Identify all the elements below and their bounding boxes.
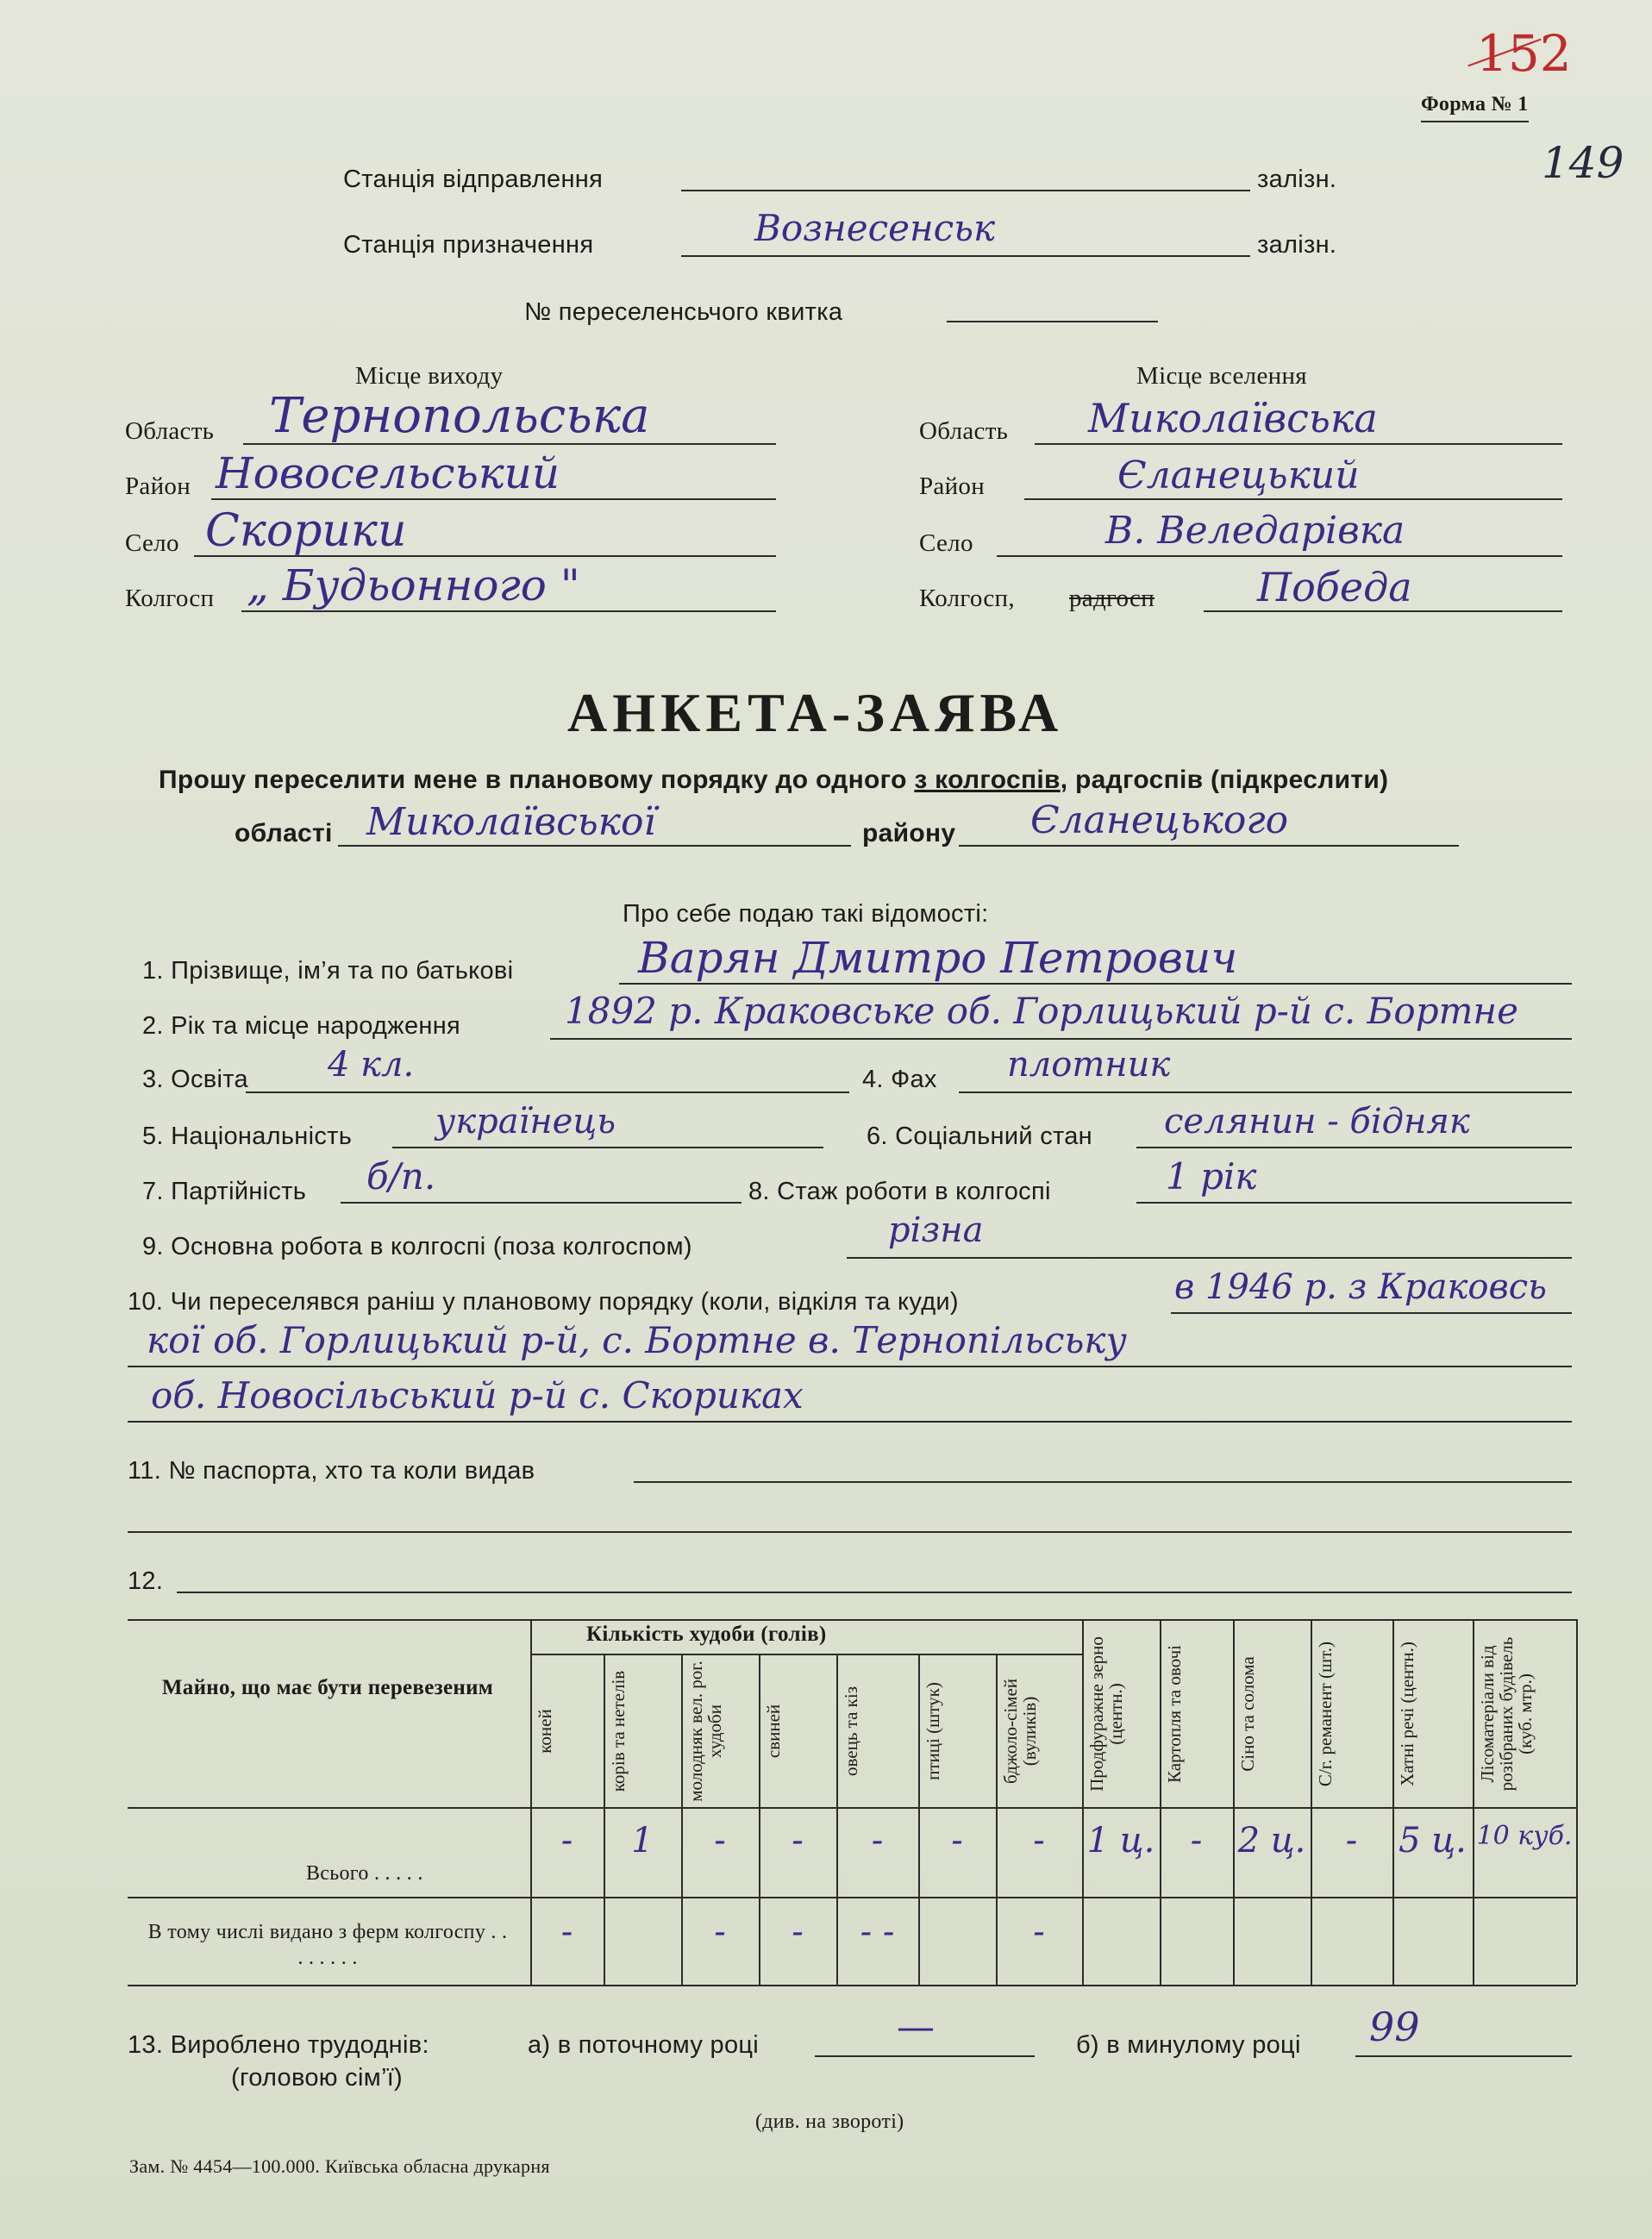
destination-rail-label: залізн. [1257, 231, 1337, 259]
table-header-bottom [128, 1807, 1576, 1809]
item-3-value: 4 кл. [328, 1045, 415, 1085]
table-column-divider [1082, 1619, 1084, 1985]
destination-heading: Місце вселення [1136, 362, 1307, 390]
table-row-total-value: - [1345, 1821, 1358, 1861]
request-oblast-line [338, 845, 851, 847]
destination-district-line [1024, 498, 1562, 500]
destination-kolkhoz-line [1204, 610, 1562, 612]
origin-kolkhoz-line [241, 610, 776, 612]
item-10-value-line-3: об. Новосільський р-й с. Скориках [151, 1374, 804, 1417]
table-row-farm-value: - [560, 1912, 573, 1952]
table-row-total-label: Всього . . . . . [306, 1862, 423, 1885]
ticket-line [947, 321, 1158, 322]
table-column-header: бджоло-сімей (вуликів) [1000, 1678, 1040, 1785]
item-4-value: плотник [1007, 1045, 1171, 1085]
item-4-line [959, 1091, 1572, 1093]
table-column-header: Картопля та овочі [1164, 1645, 1185, 1783]
table-row-total-value: 10 куб. [1476, 1821, 1573, 1851]
table-property-header: Майно, що має бути перевезеним [161, 1676, 494, 1699]
origin-region-value: Тернопольська [269, 388, 650, 444]
ticket-label: № переселенсьчого квитка [524, 298, 843, 326]
request-text-before: Прошу переселити мене в плановому порядку до одного [159, 766, 915, 794]
item-12-line [177, 1592, 1572, 1593]
item-11-line-1 [634, 1481, 1572, 1483]
item-5-value: українець [435, 1102, 616, 1141]
form-title: АНКЕТА-ЗАЯВА [567, 682, 1064, 743]
printer-imprint: Зам. № 4454—100.000. Київська обласна друкарня [129, 2155, 550, 2177]
table-column-header: корів та нетелів [608, 1670, 629, 1792]
table-row-total-value: - [792, 1821, 804, 1861]
table-column-divider [1576, 1619, 1578, 1985]
destination-kolkhoz-label: Колгосп, [919, 585, 1015, 612]
table-column-header: свиней [763, 1704, 784, 1759]
table-top-border [128, 1619, 1576, 1621]
item-10-label: 10. Чи переселявся раніш у плановому порядку (коли, відкіля та куди) [128, 1288, 959, 1316]
table-row-farm-value: - [1033, 1912, 1045, 1952]
request-underlined: з колгоспів [914, 766, 1061, 794]
table-column-header: молодняк вел. рог. худоби [685, 1660, 725, 1802]
workdays-previous-value: 99 [1369, 2004, 1420, 2050]
origin-kolkhoz-label: Колгосп [125, 585, 215, 612]
item-9-value: різна [888, 1210, 984, 1250]
table-column-divider [604, 1654, 605, 1985]
table-column-divider [1160, 1619, 1161, 1985]
item-2-label: 2. Рік та місце народження [142, 1012, 461, 1040]
table-row-divider [128, 1897, 1576, 1898]
table-row-farm-value: - [792, 1912, 804, 1952]
item-8-line [1136, 1202, 1572, 1204]
item-12-label: 12. [128, 1567, 164, 1595]
request-oblast-value: Миколаївської [366, 800, 656, 844]
item-9-line [847, 1257, 1572, 1259]
table-row-total-value: 1 [631, 1821, 654, 1861]
item-7-label: 7. Партійність [142, 1178, 307, 1205]
table-bottom-border [128, 1985, 1576, 1986]
item-2-line [550, 1038, 1572, 1040]
item-1-line [619, 983, 1572, 985]
item-7-value: б/п. [366, 1155, 436, 1198]
destination-village-value: В. Веледарівка [1105, 509, 1405, 553]
table-column-header: Хатні речі (центн.) [1397, 1642, 1417, 1786]
info-heading: Про себе подаю такі відомості: [623, 900, 989, 928]
destination-station-value: Вознесенськ [754, 207, 996, 249]
destination-district-value: Єланецький [1117, 453, 1360, 497]
archive-old-number: 152 [1476, 24, 1572, 83]
item-3-label: 3. Освіта [142, 1066, 248, 1093]
origin-region-label: Область [125, 417, 215, 445]
request-oblast-label: області [235, 819, 333, 847]
item-10-value-line-1: в 1946 р. з Краковсь [1174, 1267, 1547, 1307]
table-column-header: Лісоматеріали від розібраних будівель (куб. мтр.) [1477, 1636, 1536, 1792]
origin-district-label: Район [125, 472, 191, 500]
table-column-header: Продфуражне зерно (центн.) [1086, 1636, 1126, 1792]
item-10-value-line-2: кої об. Горлицький р-й, с. Бортне в. Тернопільську [147, 1319, 1127, 1361]
table-column-header: Сіно та солома [1237, 1656, 1258, 1772]
item-6-value: селянин - бідняк [1164, 1102, 1470, 1141]
workdays-current-value: — [897, 2005, 935, 2049]
table-row-total-value: - [871, 1821, 884, 1861]
table-row-total-value: 2 ц. [1237, 1821, 1306, 1861]
table-row-total-value: 1 ц. [1086, 1821, 1155, 1861]
workdays-current-label: а) в поточному році [528, 2031, 760, 2059]
workdays-label: 13. Вироблено трудоднів: [128, 2031, 429, 2059]
destination-region-line [1035, 443, 1562, 445]
destination-station-line [681, 255, 1250, 257]
table-row-total-value: - [714, 1821, 726, 1861]
table-column-header: овець та кіз [841, 1686, 861, 1777]
table-column-divider [1392, 1619, 1394, 1985]
table-column-header: птиці (штук) [923, 1682, 943, 1780]
table-column-divider [1473, 1619, 1474, 1985]
departure-station-line [681, 190, 1250, 191]
departure-station-label: Станція відправлення [343, 166, 604, 193]
item-6-label: 6. Соціальний стан [867, 1123, 1092, 1150]
table-row-total-value: - [951, 1821, 963, 1861]
item-11-label: 11. № паспорта, хто та коли видав [128, 1457, 535, 1485]
origin-district-line [211, 498, 776, 500]
origin-heading: Місце виходу [355, 362, 504, 390]
destination-region-label: Область [919, 417, 1009, 445]
table-column-divider [1311, 1619, 1312, 1985]
origin-village-label: Село [125, 529, 179, 557]
departure-rail-label: залізн. [1257, 166, 1337, 193]
destination-region-value: Миколаївська [1088, 395, 1378, 441]
request-raion-label: району [862, 819, 956, 847]
workdays-sublabel: (головою сім’ї) [231, 2064, 404, 2092]
table-row-total-value: - [560, 1821, 573, 1861]
table-column-divider [918, 1654, 920, 1985]
item-5-label: 5. Національність [142, 1123, 353, 1150]
destination-village-line [997, 555, 1562, 557]
table-column-divider [1233, 1619, 1235, 1985]
item-6-line [1136, 1147, 1572, 1148]
table-row-total-value: - [1033, 1821, 1045, 1861]
table-row-total-value: - [1190, 1821, 1203, 1861]
item-7-line [341, 1202, 742, 1204]
table-livestock-header: Кількість худоби (голів) [586, 1623, 827, 1646]
item-5-line [392, 1147, 823, 1148]
destination-district-label: Район [919, 472, 986, 500]
table-column-header: коней [535, 1709, 555, 1754]
table-livestock-divider [530, 1654, 1082, 1655]
form-label: Форма № 1 [1421, 93, 1529, 116]
destination-village-label: Село [919, 529, 973, 557]
request-raion-line [959, 845, 1459, 847]
request-raion-value: Єланецького [1030, 798, 1289, 842]
origin-district-value: Новосельський [216, 448, 560, 498]
table-row-total-value: 5 ц. [1399, 1821, 1467, 1861]
footer-note: (див. на звороті) [755, 2111, 904, 2133]
item-10-line-3 [128, 1421, 1572, 1423]
table-row-farm-label: В тому числі видано з ферм колгоспу . . . . . . . . [147, 1921, 508, 1969]
item-4-label: 4. Фах [862, 1066, 937, 1093]
table-row-farm-value: - [714, 1912, 726, 1952]
form-label-underline [1421, 121, 1529, 122]
item-1-label: 1. Прізвище, ім’я та по батькові [142, 957, 514, 985]
destination-kolkhoz-value: Победа [1257, 564, 1412, 610]
request-text-after: , радгоспів (підкреслити) [1060, 766, 1389, 794]
destination-station-label: Станція призначення [343, 231, 594, 259]
item-2-value: 1892 р. Краковське об. Горлицький р-й с. Бортне [565, 990, 1518, 1032]
workdays-current-line [815, 2055, 1035, 2057]
table-column-header: С/г. реманент (шт.) [1315, 1641, 1336, 1787]
archive-new-number: 149 [1542, 138, 1624, 188]
origin-kolkhoz-value: „ Будьонного " [247, 560, 580, 610]
workdays-previous-label: б) в минулому році [1076, 2031, 1301, 2059]
destination-radgosp-label: радгосп [1069, 585, 1155, 612]
item-1-value: Варян Дмитро Петрович [638, 933, 1238, 983]
item-3-line [246, 1091, 849, 1093]
origin-village-value: Скорики [205, 505, 407, 557]
item-8-label: 8. Стаж роботи в колгоспі [748, 1178, 1051, 1205]
table-row-farm-value: - - [860, 1912, 895, 1952]
item-10-line-1 [1171, 1312, 1572, 1314]
item-8-value: 1 рік [1166, 1155, 1257, 1198]
workdays-previous-line [1355, 2055, 1572, 2057]
item-11-line-2 [128, 1531, 1572, 1533]
item-10-line-2 [128, 1366, 1572, 1367]
request-line [159, 766, 1388, 795]
item-9-label: 9. Основна робота в колгоспі (поза колгоспом) [142, 1233, 692, 1260]
